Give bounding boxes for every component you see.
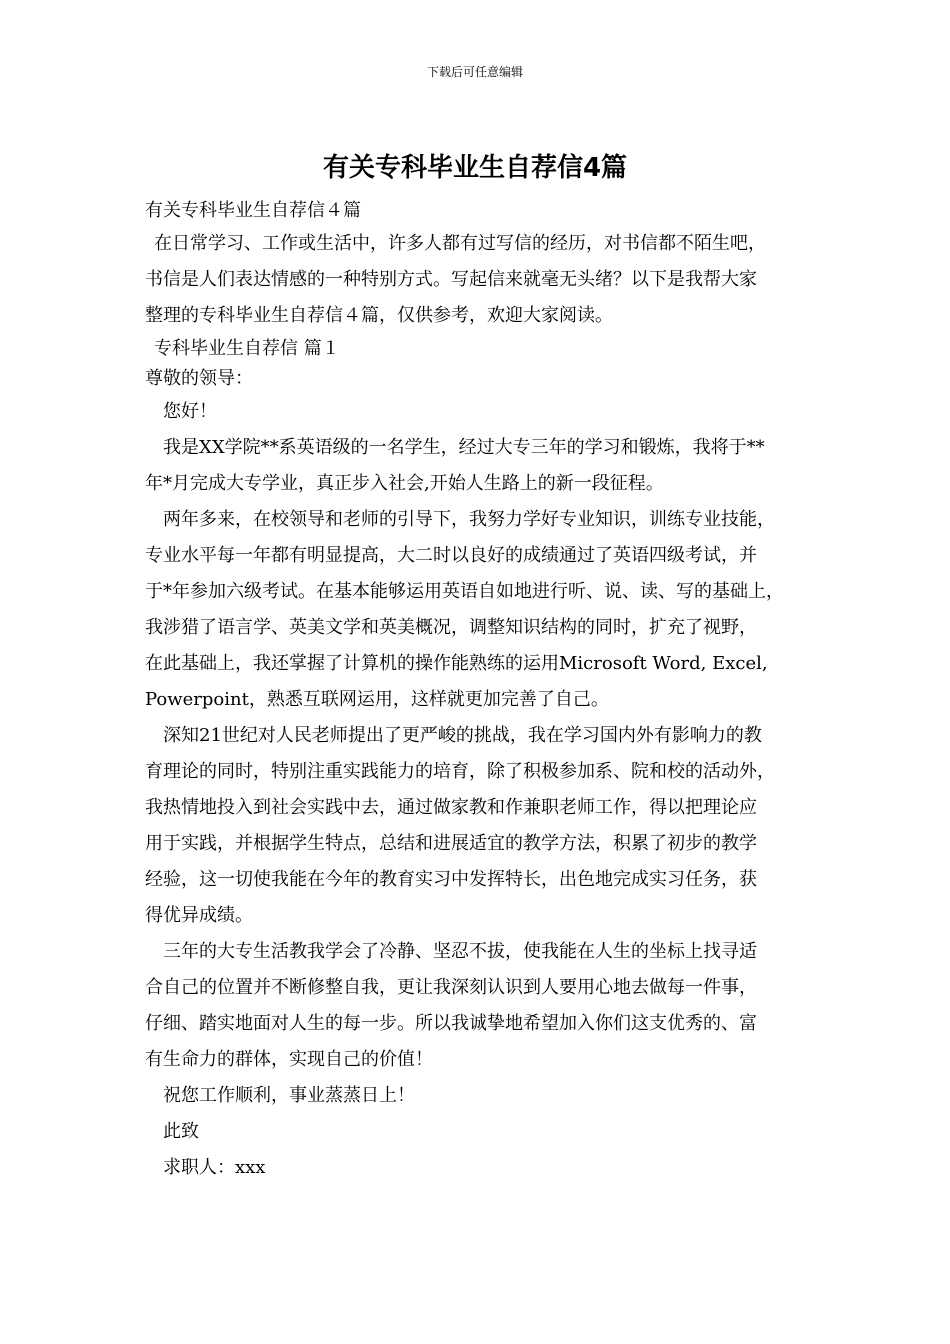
subtitle-line: 有关专科毕业生自荐信４篇 — [145, 200, 361, 221]
salutation-line: 尊敬的领导： — [145, 368, 253, 389]
paragraph-line: 深知21世纪对人民老师提出了更严峻的挑战，我在学习国内外有影响力的教 — [163, 725, 762, 746]
document-title: 有关专科毕业生自荐信4篇 — [322, 153, 628, 183]
paragraph-line: 经验，这一切使我能在今年的教育实习中发挥特长，出色地完成实习任务，获 — [145, 869, 757, 890]
paragraph-line: 整理的专科毕业生自荐信４篇，仅供参考，欢迎大家阅读。 — [145, 305, 613, 326]
paragraph-line: 专业水平每一年都有明显提高，大二时以良好的成绩通过了英语四级考试，并 — [145, 545, 757, 566]
paragraph-line: 年*月完成大专学业，真正步入社会,开始人生路上的新一段征程。 — [145, 473, 664, 494]
paragraph-line: 我涉猎了语言学、英美文学和英美概况，调整知识结构的同时，扩充了视野， — [145, 617, 757, 638]
paragraph-line: 育理论的同时，特别注重实践能力的培育，除了积极参加系、院和校的活动外， — [145, 761, 775, 782]
header-note: 下载后可任意编辑 — [426, 65, 523, 79]
document-body — [145, 196, 817, 1186]
paragraph-line: 两年多来，在校领导和老师的引导下，我努力学好专业知识，训练专业技能， — [163, 509, 775, 530]
greeting-line: 您好！ — [163, 401, 217, 422]
paragraph-line: 我是XX学院**系英语级的一名学生，经过大专三年的学习和锻炼，我将于** — [163, 437, 765, 458]
paragraph-line: Powerpoint，熟悉互联网运用，这样就更加完善了自己。 — [145, 689, 609, 710]
paragraph-line: 用于实践，并根据学生特点，总结和进展适宜的教学方法，积累了初步的教学 — [145, 833, 757, 854]
paragraph-line: 得优异成绩。 — [145, 905, 253, 926]
paragraph-line: 于*年参加六级考试。在基本能够运用英语自如地进行听、说、读、写的基础上， — [145, 581, 784, 602]
paragraph-line: 仔细、踏实地面对人生的每一步。所以我诚挚地希望加入你们这支优秀的、富 — [145, 1013, 757, 1034]
paragraph-line: 有生命力的群体，实现自己的价值！ — [145, 1049, 433, 1070]
paragraph-line: 三年的大专生活教我学会了冷静、坚忍不拔，使我能在人生的坐标上找寻适 — [163, 941, 757, 962]
signature-line: 求职人：xxx — [163, 1157, 266, 1178]
closing-line: 此致 — [163, 1121, 199, 1142]
paragraph-line: 书信是人们表达情感的一种特别方式。写起信来就毫无头绪？以下是我帮大家 — [145, 269, 757, 290]
paragraph-line: 我热情地投入到社会实践中去，通过做家教和作兼职老师工作，得以把理论应 — [145, 797, 757, 818]
paragraph-line: 在日常学习、工作或生活中，许多人都有过写信的经历，对书信都不陌生吧， — [154, 233, 766, 254]
section-heading: 专科毕业生自荐信 篇１ — [154, 338, 340, 359]
paragraph-line: 合自己的位置并不断修整自我，更让我深刻认识到人要用心地去做每一件事， — [145, 977, 757, 998]
closing-line: 祝您工作顺利，事业蒸蒸日上！ — [163, 1085, 415, 1106]
paragraph-line: 在此基础上，我还掌握了计算机的操作能熟练的运用Microsoft Word, Excel, — [145, 653, 768, 674]
